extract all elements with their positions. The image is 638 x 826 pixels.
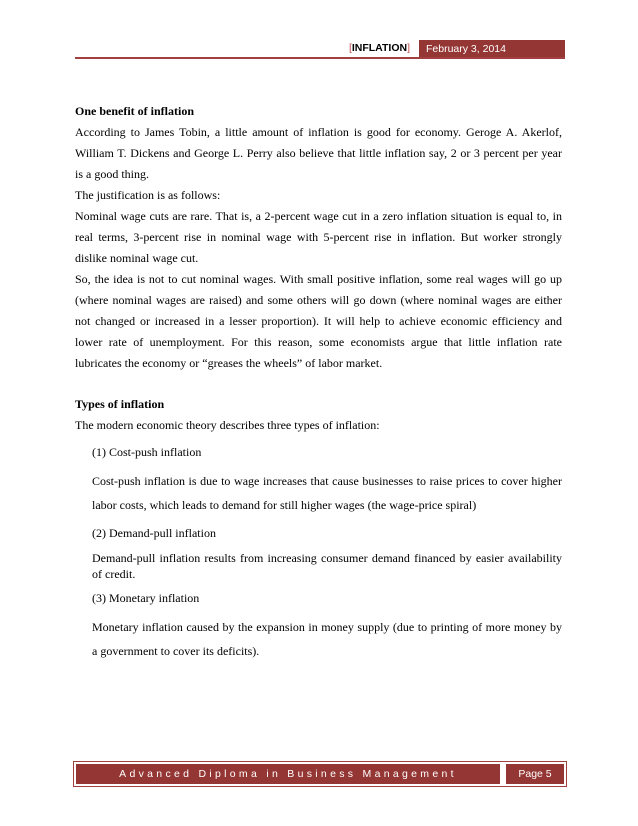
header-divider bbox=[75, 57, 565, 59]
type-2-description: Demand-pull inflation results from increasing consumer demand financed by easier availability of credit. bbox=[92, 551, 562, 581]
header-date: February 3, 2014 bbox=[419, 40, 565, 58]
types-intro: The modern economic theory describes three types of inflation: bbox=[75, 418, 380, 432]
benefit-paragraph-2: The justification is as follows: bbox=[75, 188, 221, 202]
header-title bbox=[349, 42, 410, 54]
benefit-paragraph-3: Nominal wage cuts are rare. That is, a 2-percent wage cut in a zero inflation situation is equal to, in real terms, 3-percent rise in nominal wage with 5-percent rise in inflation. But worker strongly dislike nominal wage cut. bbox=[75, 209, 562, 265]
header-title-text: INFLATION bbox=[351, 42, 408, 54]
header-bracket-close: ] bbox=[407, 42, 410, 54]
benefit-heading: One benefit of inflation bbox=[75, 104, 194, 118]
type-3-label: (3) Monetary inflation bbox=[92, 591, 200, 605]
types-heading: Types of inflation bbox=[75, 397, 165, 411]
type-1-label: (1) Cost-push inflation bbox=[92, 445, 202, 459]
page-header bbox=[75, 40, 565, 60]
section-gap bbox=[75, 374, 562, 394]
header-bracket-open: [ bbox=[348, 42, 352, 54]
document-body bbox=[75, 101, 562, 663]
type-3-description: Monetary inflation caused by the expansion in money supply (due to printing of more money by a government to cover its deficits). bbox=[92, 620, 562, 658]
type-1-description: Cost-push inflation is due to wage increases that cause businesses to raise prices to cover higher labor costs, which leads to demand for still higher wages (the wage-price spiral) bbox=[92, 474, 562, 512]
benefit-paragraph-1: According to James Tobin, a little amount of inflation is good for economy. Geroge A. Akerlof, William T. Dickens and George L. Perry also believe that little inflation say, 2 or 3 percent per year is a good thing. bbox=[75, 125, 562, 181]
benefit-paragraph-4: So, the idea is not to cut nominal wages. With small positive inflation, some real wages will go up (where nominal wages are raised) and some others will go down (where nominal wages are either not changed or increased in a lesser proportion). It will help to achieve economic efficiency and lower rate of unemployment. For this reason, some economists argue that little inflation rate lubricates the economy or “greases the wheels” of labor market. bbox=[75, 272, 562, 370]
type-2-label: (2) Demand-pull inflation bbox=[92, 526, 216, 540]
footer-page-number: Page 5 bbox=[506, 764, 564, 784]
page-footer bbox=[73, 761, 567, 787]
footer-course-title: Advanced Diploma in Business Management bbox=[76, 764, 500, 784]
